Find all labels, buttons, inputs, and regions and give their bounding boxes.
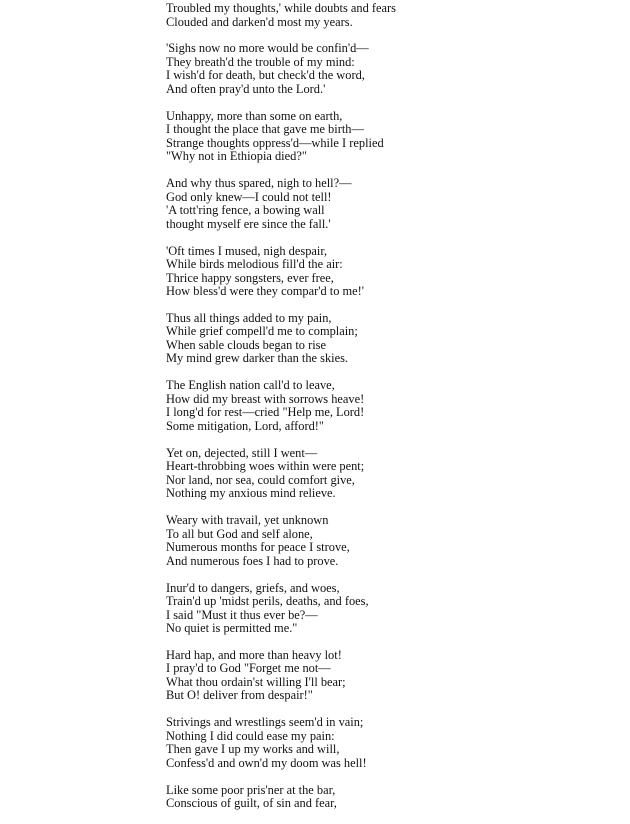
poem-line: Troubled my thoughts,' while doubts and fears bbox=[166, 1, 396, 15]
poem-line: Inur'd to dangers, griefs, and woes, bbox=[166, 580, 340, 595]
stanza bbox=[166, 447, 606, 501]
stanza bbox=[166, 312, 606, 366]
poem-line: 'Oft times I mused, nigh despair, bbox=[166, 243, 328, 258]
poem-line: Nothing my anxious mind relieve. bbox=[166, 486, 336, 501]
poem-line: Yet on, dejected, still I went— bbox=[166, 445, 318, 460]
poem-line: Nor land, nor sea, could comfort give, bbox=[166, 472, 355, 487]
stanza bbox=[166, 649, 606, 703]
stanza bbox=[166, 110, 606, 164]
poem-line: No quiet is permitted me." bbox=[166, 621, 298, 636]
stanza bbox=[166, 716, 606, 770]
poem-line: What thou ordain'st willing I'll bear; bbox=[166, 674, 346, 689]
poem-line: How bless'd were they compar'd to me!' bbox=[166, 284, 365, 299]
poem-line: My mind grew darker than the skies. bbox=[166, 351, 349, 366]
poem-line: I pray'd to God "Forget me not— bbox=[166, 661, 331, 676]
poem-line: And why thus spared, nigh to hell?— bbox=[166, 176, 352, 191]
poem-line: Then gave I up my works and will, bbox=[166, 742, 340, 757]
poem-line: Train'd up 'midst perils, deaths, and foes, bbox=[166, 594, 369, 609]
poem-line: 'A tott'ring fence, a bowing wall bbox=[166, 203, 325, 218]
poem-line: To all but God and self alone, bbox=[166, 526, 313, 541]
poem-line: Some mitigation, Lord, afford!" bbox=[166, 418, 324, 433]
stanza bbox=[166, 245, 606, 299]
stanza bbox=[166, 784, 606, 811]
poem-line: They breath'd the trouble of my mind: bbox=[166, 54, 355, 69]
stanza bbox=[166, 379, 606, 433]
poem-line: Weary with travail, yet unknown bbox=[166, 513, 329, 528]
poem-line: 'Sighs now no more would be confin'd— bbox=[166, 41, 369, 56]
poem-line: I said "Must it thus ever be?— bbox=[166, 607, 318, 622]
poem-line: I wish'd for death, but check'd the word, bbox=[166, 68, 365, 83]
poem-line: Strange thoughts oppress'd—while I replied bbox=[166, 135, 384, 150]
poem-line: But O! deliver from despair!" bbox=[166, 688, 313, 703]
stanza bbox=[166, 514, 606, 568]
poem-line: While grief compell'd me to complain; bbox=[166, 324, 358, 339]
poem-line: God only knew—I could not tell! bbox=[166, 189, 332, 204]
poem-line: Numerous months for peace I strove, bbox=[166, 540, 350, 555]
stanza bbox=[166, 582, 606, 636]
poem-line: Unhappy, more than some on earth, bbox=[166, 108, 343, 123]
poem-line: Like some poor pris'ner at the bar, bbox=[166, 782, 336, 797]
poem-line: I thought the place that gave me birth— bbox=[166, 122, 364, 137]
poem-line: "Why not in Ethiopia died?" bbox=[166, 149, 307, 164]
poem-line: Hard hap, and more than heavy lot! bbox=[166, 647, 342, 662]
poem-line: I long'd for rest—cried "Help me, Lord! bbox=[166, 405, 365, 420]
poem-line: Confess'd and own'd my doom was hell! bbox=[166, 755, 367, 770]
poem-line: And numerous foes I had to prove. bbox=[166, 553, 339, 568]
poem-line: When sable clouds began to rise bbox=[166, 337, 326, 352]
poem-line: And often pray'd unto the Lord.' bbox=[166, 81, 326, 96]
stanza bbox=[166, 42, 606, 96]
poem-line: How did my breast with sorrows heave! bbox=[166, 391, 365, 406]
poem-text bbox=[166, 2, 606, 824]
poem-line: Strivings and wrestlings seem'd in vain; bbox=[166, 715, 364, 730]
poem-line: Thus all things added to my pain, bbox=[166, 310, 332, 325]
stanza bbox=[166, 2, 606, 29]
poem-line: Clouded and darken'd most my years. bbox=[166, 14, 353, 29]
poem-line: thought myself ere since the fall.' bbox=[166, 216, 331, 231]
poem-line: While birds melodious fill'd the air: bbox=[166, 257, 343, 272]
poem-line: Nothing I did could ease my pain: bbox=[166, 728, 335, 743]
poem-line: Conscious of guilt, of sin and fear, bbox=[166, 796, 337, 811]
poem-line: The English nation call'd to leave, bbox=[166, 378, 335, 393]
stanza bbox=[166, 177, 606, 231]
poem-line: Thrice happy songsters, ever free, bbox=[166, 270, 334, 285]
poem-line: Heart-throbbing woes within were pent; bbox=[166, 459, 365, 474]
